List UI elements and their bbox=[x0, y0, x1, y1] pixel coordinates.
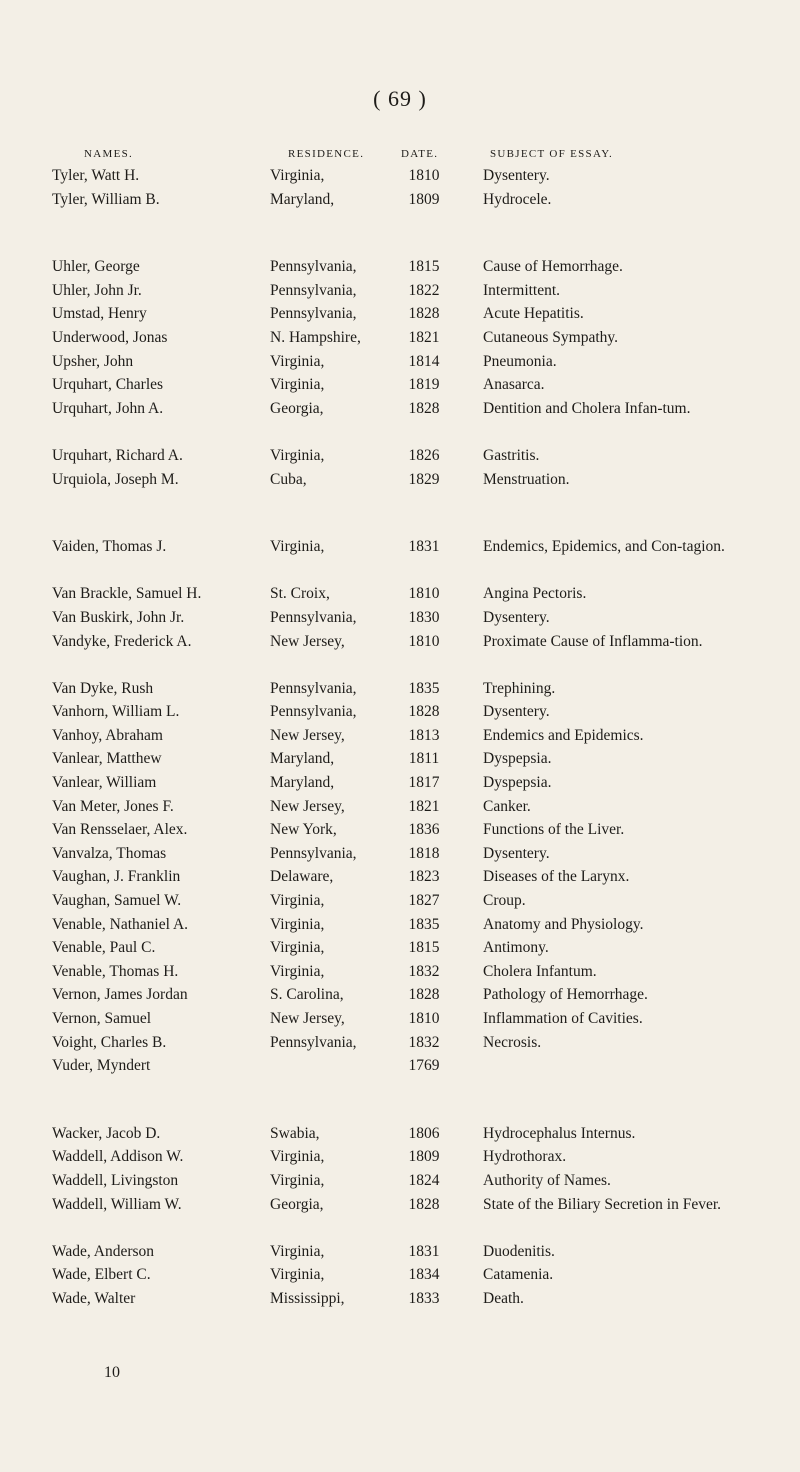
subject-cell: Cholera Infantum. bbox=[483, 962, 597, 980]
residence-cell: Pennsylvania, bbox=[270, 608, 357, 626]
date-cell: 1821 bbox=[408, 328, 440, 346]
date-cell: 1810 bbox=[408, 1010, 440, 1027]
residence-cell: Virginia, bbox=[270, 1148, 325, 1166]
table-row bbox=[0, 444, 800, 468]
table-row bbox=[0, 1169, 800, 1193]
residence-cell: Swabia, bbox=[270, 1124, 320, 1142]
name-cell: Van Brackle, Samuel H. bbox=[52, 585, 202, 603]
name-cell: Urquhart, Charles bbox=[52, 376, 164, 394]
subject-cell: Hydrocele. bbox=[483, 190, 552, 208]
table-row bbox=[0, 350, 800, 374]
name-cell: Wade, Elbert C. bbox=[52, 1266, 151, 1284]
residence-cell: Virginia, bbox=[270, 538, 325, 556]
table-row bbox=[0, 326, 800, 350]
name-cell: Wade, Walter bbox=[52, 1289, 136, 1307]
subject-cell: Endemics, Epidemics, and Con-tagion. bbox=[483, 538, 725, 556]
date-cell: 1828 bbox=[408, 399, 440, 417]
subject-cell: Trephining. bbox=[483, 679, 556, 697]
date-cell: 1823 bbox=[408, 868, 440, 886]
date-cell: 1832 bbox=[408, 962, 440, 980]
subject-cell: Inflammation of Cavities. bbox=[483, 1010, 643, 1027]
residence-cell: Virginia, bbox=[270, 1266, 325, 1284]
subject-cell: Necrosis. bbox=[483, 1033, 542, 1051]
date-cell: 1835 bbox=[408, 679, 440, 697]
residence-cell: New Jersey, bbox=[270, 632, 345, 650]
subject-cell: Cause of Hemorrhage. bbox=[483, 258, 623, 276]
name-cell: Vanvalza, Thomas bbox=[52, 844, 167, 862]
date-cell: 1813 bbox=[408, 726, 440, 744]
table-row bbox=[0, 936, 800, 960]
table-row bbox=[0, 795, 800, 819]
name-cell: Venable, Paul C. bbox=[52, 939, 156, 957]
residence-cell: Georgia, bbox=[270, 399, 324, 417]
date-cell: 1809 bbox=[408, 1148, 440, 1166]
subject-cell: Proximate Cause of Inflamma-tion. bbox=[483, 632, 703, 650]
date-cell: 1824 bbox=[408, 1171, 440, 1189]
subject-cell: State of the Biliary Secretion in Fever. bbox=[483, 1195, 722, 1213]
date-cell: 1822 bbox=[408, 281, 440, 299]
table-row bbox=[0, 630, 800, 677]
residence-cell: Virginia, bbox=[270, 915, 325, 933]
table-row bbox=[0, 1122, 800, 1146]
subject-cell: Dysentery. bbox=[483, 844, 550, 862]
table-row bbox=[0, 771, 800, 795]
residence-cell: Virginia, bbox=[270, 892, 325, 910]
table-row bbox=[0, 1263, 800, 1287]
name-cell: Vaiden, Thomas J. bbox=[52, 538, 167, 556]
table-row bbox=[0, 747, 800, 771]
residence-cell: Virginia, bbox=[270, 376, 325, 394]
table-row bbox=[0, 1054, 800, 1078]
table-row bbox=[0, 700, 800, 724]
name-cell: Van Buskirk, John Jr. bbox=[52, 608, 185, 626]
residence-cell: Pennsylvania, bbox=[270, 844, 357, 862]
date-cell: 1810 bbox=[408, 632, 440, 650]
date-cell: 1815 bbox=[408, 939, 440, 957]
subject-cell: Angina Pectoris. bbox=[483, 585, 587, 603]
signature-mark: 10 bbox=[104, 1364, 120, 1381]
subject-cell: Pathology of Hemorrhage. bbox=[483, 986, 648, 1004]
subject-cell: Dysentery. bbox=[483, 703, 550, 721]
table-row bbox=[0, 983, 800, 1007]
table-row bbox=[0, 397, 800, 444]
subject-cell: Pneumonia. bbox=[483, 352, 557, 370]
subject-cell: Dyspepsia. bbox=[483, 750, 552, 768]
residence-cell: Virginia, bbox=[270, 1242, 325, 1260]
table-row bbox=[0, 960, 800, 984]
date-cell: 1828 bbox=[408, 1195, 440, 1213]
residence-cell: Georgia, bbox=[270, 1195, 324, 1213]
subject-cell: Dyspepsia. bbox=[483, 774, 552, 792]
residence-cell: New Jersey, bbox=[270, 1010, 345, 1027]
subject-cell: Croup. bbox=[483, 892, 526, 910]
name-cell: Wacker, Jacob D. bbox=[52, 1124, 161, 1142]
subject-cell: Diseases of the Larynx. bbox=[483, 868, 630, 886]
residence-cell: Pennsylvania, bbox=[270, 679, 357, 697]
residence-cell: Pennsylvania, bbox=[270, 305, 357, 323]
residence-cell: S. Carolina, bbox=[270, 986, 344, 1004]
date-cell: 1814 bbox=[408, 352, 440, 370]
name-cell: Tyler, William B. bbox=[52, 190, 160, 208]
name-cell: Tyler, Watt H. bbox=[52, 167, 140, 184]
page-number: ( 69 ) bbox=[373, 86, 427, 111]
residence-cell: Virginia, bbox=[270, 446, 325, 464]
table-row bbox=[0, 606, 800, 630]
date-cell: 1835 bbox=[408, 915, 440, 933]
subject-cell: Intermittent. bbox=[483, 281, 561, 299]
residence-cell: Cuba, bbox=[270, 470, 307, 488]
name-cell: Vernon, James Jordan bbox=[52, 986, 188, 1004]
subject-cell: Functions of the Liver. bbox=[483, 821, 625, 839]
subject-cell: Anatomy and Physiology. bbox=[483, 915, 644, 933]
name-cell: Wade, Anderson bbox=[52, 1242, 155, 1260]
subject-cell: Anasarca. bbox=[483, 376, 545, 394]
name-cell: Vanlear, Matthew bbox=[52, 750, 162, 768]
letter-group bbox=[0, 164, 800, 211]
residence-cell: Delaware, bbox=[270, 868, 334, 886]
table-row bbox=[0, 279, 800, 303]
table-row bbox=[0, 188, 800, 212]
name-cell: Voight, Charles B. bbox=[52, 1033, 167, 1051]
table-row bbox=[0, 1240, 800, 1264]
header-names: NAMES. bbox=[84, 148, 134, 160]
residence-cell: Maryland, bbox=[270, 750, 335, 768]
table-row bbox=[0, 889, 800, 913]
name-cell: Vanhoy, Abraham bbox=[52, 726, 163, 744]
date-cell: 1810 bbox=[408, 167, 440, 184]
subject-cell: Dentition and Cholera Infan-tum. bbox=[483, 399, 691, 417]
date-cell: 1831 bbox=[408, 1242, 440, 1260]
header-subject: SUBJECT OF ESSAY. bbox=[490, 148, 614, 160]
subject-cell: Death. bbox=[483, 1289, 524, 1307]
name-cell: Van Meter, Jones F. bbox=[52, 797, 174, 815]
table-row bbox=[0, 255, 800, 279]
residence-cell: Mississippi, bbox=[270, 1289, 345, 1307]
name-cell: Vaughan, Samuel W. bbox=[52, 892, 182, 910]
date-cell: 1806 bbox=[408, 1124, 440, 1142]
table-row bbox=[0, 302, 800, 326]
header-residence: RESIDENCE. bbox=[288, 148, 365, 160]
subject-cell: Hydrocephalus Internus. bbox=[483, 1124, 636, 1142]
header-date: DATE. bbox=[401, 148, 439, 160]
table-row bbox=[0, 1145, 800, 1169]
entries-list bbox=[0, 164, 800, 1355]
letter-group bbox=[0, 535, 800, 1078]
date-cell: 1829 bbox=[408, 470, 440, 488]
table-row bbox=[0, 724, 800, 748]
table-row bbox=[0, 842, 800, 866]
residence-cell: Pennsylvania, bbox=[270, 258, 357, 276]
date-cell: 1811 bbox=[408, 750, 440, 768]
subject-cell: Dysentery. bbox=[483, 167, 550, 184]
name-cell: Uhler, George bbox=[52, 258, 140, 276]
residence-cell: Pennsylvania, bbox=[270, 1033, 357, 1051]
letter-group bbox=[0, 255, 800, 491]
table-row bbox=[0, 164, 800, 188]
name-cell: Vandyke, Frederick A. bbox=[52, 632, 192, 650]
date-cell: 1832 bbox=[408, 1033, 440, 1051]
subject-cell: Acute Hepatitis. bbox=[483, 305, 584, 323]
date-cell: 1818 bbox=[408, 844, 440, 862]
name-cell: Vernon, Samuel bbox=[52, 1010, 152, 1027]
name-cell: Waddell, Livingston bbox=[52, 1171, 179, 1189]
date-cell: 1828 bbox=[408, 703, 440, 721]
date-cell: 1828 bbox=[408, 986, 440, 1004]
subject-cell: Dysentery. bbox=[483, 608, 550, 626]
table-row bbox=[0, 1007, 800, 1031]
date-cell: 1815 bbox=[408, 258, 440, 276]
residence-cell: Maryland, bbox=[270, 190, 335, 208]
subject-cell: Catamenia. bbox=[483, 1266, 554, 1284]
residence-cell: St. Croix, bbox=[270, 585, 330, 603]
date-cell: 1817 bbox=[408, 774, 440, 792]
date-cell: 1769 bbox=[408, 1057, 440, 1075]
name-cell: Urquhart, Richard A. bbox=[52, 446, 183, 464]
table-row bbox=[0, 468, 800, 492]
residence-cell: Maryland, bbox=[270, 774, 335, 792]
date-cell: 1826 bbox=[408, 446, 440, 464]
name-cell: Waddell, Addison W. bbox=[52, 1148, 184, 1166]
name-cell: Van Dyke, Rush bbox=[52, 679, 154, 697]
residence-cell: Virginia, bbox=[270, 167, 325, 184]
table-row bbox=[0, 1287, 800, 1311]
date-cell: 1830 bbox=[408, 608, 440, 626]
subject-cell: Hydrothorax. bbox=[483, 1148, 567, 1166]
name-cell: Waddell, William W. bbox=[52, 1195, 182, 1213]
name-cell: Underwood, Jonas bbox=[52, 328, 168, 346]
date-cell: 1828 bbox=[408, 305, 440, 323]
date-cell: 1821 bbox=[408, 797, 440, 815]
subject-cell: Endemics and Epidemics. bbox=[483, 726, 644, 744]
subject-cell: Antimony. bbox=[483, 939, 549, 957]
table-row bbox=[0, 913, 800, 937]
table-row bbox=[0, 818, 800, 842]
name-cell: Vanhorn, William L. bbox=[52, 703, 180, 721]
residence-cell: Pennsylvania, bbox=[270, 281, 357, 299]
table-row bbox=[0, 1193, 800, 1240]
date-cell: 1834 bbox=[408, 1266, 440, 1284]
table-row bbox=[0, 1031, 800, 1055]
table-row bbox=[0, 582, 800, 606]
residence-cell: N. Hampshire, bbox=[270, 328, 361, 346]
date-cell: 1819 bbox=[408, 376, 440, 394]
name-cell: Uhler, John Jr. bbox=[52, 281, 142, 299]
name-cell: Vuder, Myndert bbox=[52, 1057, 151, 1075]
date-cell: 1827 bbox=[408, 892, 440, 910]
table-row bbox=[0, 677, 800, 701]
subject-cell: Canker. bbox=[483, 797, 531, 815]
name-cell: Venable, Nathaniel A. bbox=[52, 915, 189, 933]
date-cell: 1831 bbox=[408, 538, 440, 556]
subject-cell: Duodenitis. bbox=[483, 1242, 555, 1260]
residence-cell: New York, bbox=[270, 821, 337, 839]
residence-cell: New Jersey, bbox=[270, 797, 345, 815]
name-cell: Van Rensselaer, Alex. bbox=[52, 821, 188, 839]
residence-cell: Pennsylvania, bbox=[270, 703, 357, 721]
subject-cell: Menstruation. bbox=[483, 470, 570, 488]
letter-group bbox=[0, 1122, 800, 1311]
date-cell: 1809 bbox=[408, 190, 440, 208]
subject-cell: Authority of Names. bbox=[483, 1171, 611, 1189]
name-cell: Upsher, John bbox=[52, 352, 134, 370]
name-cell: Urquiola, Joseph M. bbox=[52, 470, 179, 488]
name-cell: Umstad, Henry bbox=[52, 305, 147, 323]
table-row bbox=[0, 865, 800, 889]
name-cell: Vaughan, J. Franklin bbox=[52, 868, 181, 886]
residence-cell: Virginia, bbox=[270, 962, 325, 980]
residence-cell: Virginia, bbox=[270, 352, 325, 370]
table-row bbox=[0, 535, 800, 582]
date-cell: 1836 bbox=[408, 821, 440, 839]
residence-cell: New Jersey, bbox=[270, 726, 345, 744]
name-cell: Urquhart, John A. bbox=[52, 399, 164, 417]
subject-cell: Gastritis. bbox=[483, 446, 540, 464]
residence-cell: Virginia, bbox=[270, 939, 325, 957]
name-cell: Vanlear, William bbox=[52, 774, 157, 792]
name-cell: Venable, Thomas H. bbox=[52, 962, 179, 980]
table-row bbox=[0, 373, 800, 397]
subject-cell: Cutaneous Sympathy. bbox=[483, 328, 619, 346]
date-cell: 1810 bbox=[408, 585, 440, 603]
residence-cell: Virginia, bbox=[270, 1171, 325, 1189]
date-cell: 1833 bbox=[408, 1289, 440, 1307]
